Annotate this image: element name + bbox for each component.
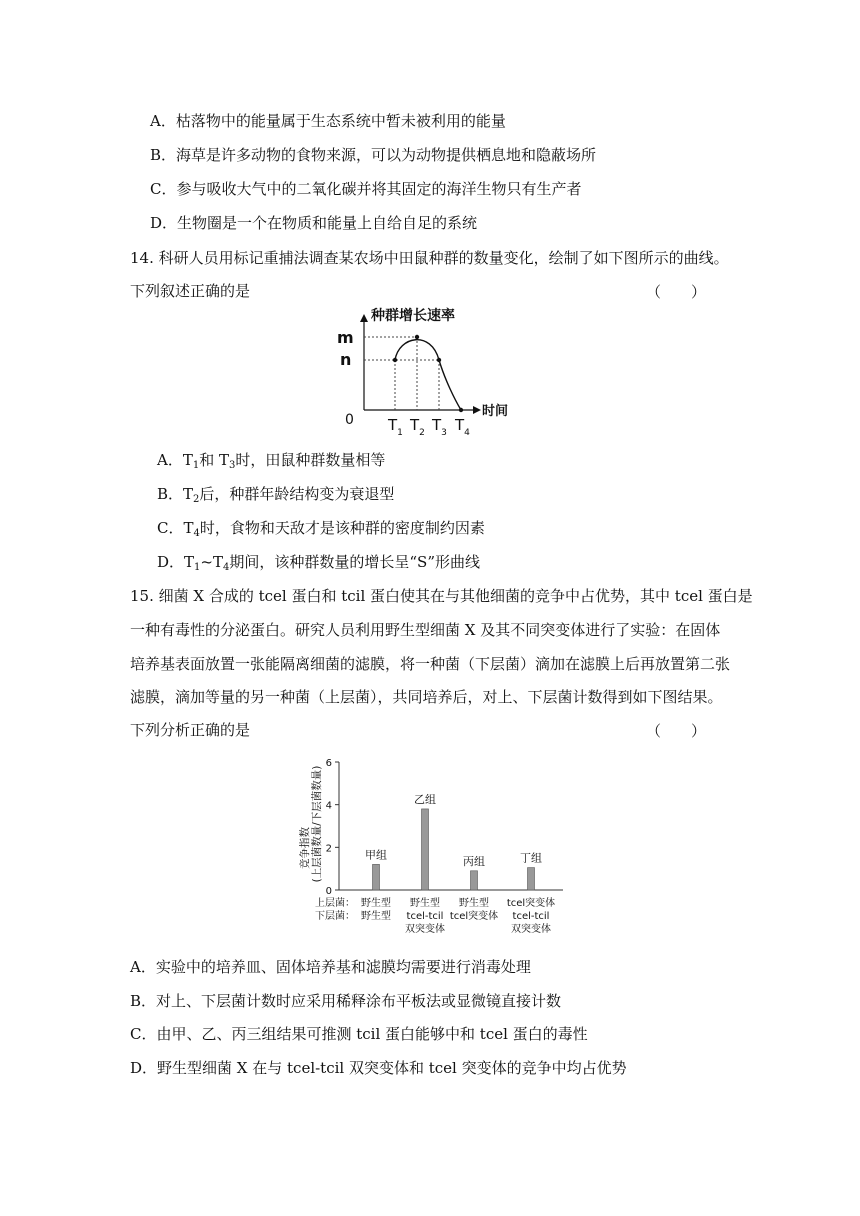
q14-option-d: D．$T_1\sim T_4$期间，该种群数量的增长呈“S”形曲线 [157, 553, 480, 573]
q15-lower-strain-2-line-1: tcel-tcil [406, 911, 444, 922]
q13-option-b: B．海草是许多动物的食物来源，可以为动物提供栖息地和隐蔽场所 [150, 146, 597, 164]
q15-upper-strain-3: 野生型 [459, 898, 489, 909]
q15-option-d: D．野生型细菌 X 在与 tcel-tcil 双突变体和 tcel 突变体的竞争中均占优势 [130, 1059, 627, 1077]
q14-point-t2 [415, 335, 419, 339]
q14-option-b: B．$T_2$后，种群年龄结构变为衰退型 [157, 485, 395, 505]
q15-lower-strain-1-line-1: 野生型 [361, 911, 391, 922]
q15-y-tick-label: 0 [325, 886, 332, 897]
q14-answer-paren: （ ） [646, 283, 707, 301]
q15-lower-strain-4-line-1: tcel-tcil [512, 911, 550, 922]
q15-bar-3 [471, 871, 478, 890]
q15-chart-ylabel-2: (上层菌数量/下层菌数量) [311, 765, 323, 883]
q15-option-b: B．对上、下层菌计数时应采用稀释涂布平板法或显微镜直接计数 [130, 992, 562, 1010]
q14-point-t4 [459, 408, 463, 412]
q15-stem-line-1: 15. 细菌 X 合成的 tcel 蛋白和 tcil 蛋白使其在与其他细菌的竞争中占优势，其中 tcel 蛋白是 [130, 587, 753, 605]
q14-stem-line-1: 14. 科研人员用标记重捕法调查某农场中田鼠种群的数量变化，绘制了如下图所示的曲线。 [130, 249, 729, 267]
q15-upper-strain-2: 野生型 [410, 898, 440, 909]
q15-lower-strain-2-line-2: 双突变体 [405, 924, 445, 935]
q14-point-t3 [437, 358, 441, 362]
q14-tick-t3: $T_3$ [432, 416, 447, 438]
q14-growth-curve [395, 340, 461, 410]
q15-lower-strain-3-line-1: tcel突变体 [449, 911, 499, 922]
q14-point-t1 [393, 358, 397, 362]
q15-row-label-lower: 下层菌： [315, 911, 355, 922]
q15-answer-paren: （ ） [646, 722, 707, 740]
q13-option-c: C．参与吸收大气中的二氧化碳并将其固定的海洋生物只有生产者 [150, 180, 582, 198]
q15-y-tick-label: 2 [325, 843, 332, 855]
q14-n-label: n [340, 350, 352, 369]
q15-bar-4 [528, 868, 535, 890]
q15-bar-1 [373, 864, 380, 890]
q15-option-a: A．实验中的培养皿、固体培养基和滤膜均需要进行消毒处理 [130, 958, 531, 976]
q14-x-axis-arrow [473, 406, 481, 414]
q15-y-tick-label: 6 [325, 758, 332, 769]
q15-bar-label-1: 甲组 [365, 848, 387, 862]
q15-bar-label-4: 丁组 [520, 851, 542, 865]
q15-lower-strain-4-line-2: 双突变体 [511, 924, 551, 935]
q14-m-label: m [337, 328, 354, 347]
q14-tick-t2: $T_2$ [410, 416, 425, 438]
q14-growth-rate-figure [335, 300, 535, 445]
q15-bar-label-2: 乙组 [414, 792, 436, 806]
q14-stem-line-2: 下列叙述正确的是 [130, 282, 251, 300]
q14-tick-t1: $T_1$ [388, 416, 403, 438]
q14-option-c: C．$T_4$时，食物和天敌才是该种群的密度制约因素 [157, 519, 485, 539]
q13-option-a: A．枯落物中的能量属于生态系统中暂未被利用的能量 [150, 112, 506, 130]
q15-stem-line-5: 下列分析正确的是 [130, 721, 251, 739]
q15-stem-line-3: 培养基表面放置一张能隔离细菌的滤膜，将一种菌（下层菌）滴加在滤膜上后再放置第二张 [130, 655, 731, 673]
q15-upper-strain-1: 野生型 [361, 898, 391, 909]
q15-row-label-upper: 上层菌： [315, 898, 355, 909]
q15-stem-line-2: 一种有毒性的分泌蛋白。研究人员利用野生型细菌 X 及其不同突变体进行了实验：在固体 [130, 621, 721, 639]
q15-upper-strain-4: tcel突变体 [506, 898, 556, 909]
q15-y-tick-label: 4 [325, 800, 332, 812]
q13-option-d: D．生物圈是一个在物质和能量上自给自足的系统 [150, 214, 478, 232]
q15-bar-label-3: 丙组 [463, 854, 485, 868]
q15-stem-line-4: 滤膜，滴加等量的另一种菌（上层菌），共同培养后，对上、下层菌计数得到如下图结果。 [130, 688, 723, 706]
q14-figure-ylabel: 种群增长速率 [371, 308, 455, 324]
q14-option-a: A．$T_1$和 $T_3$时，田鼠种群数量相等 [157, 451, 386, 471]
q15-chart-ylabel-1: 竞争指数 [299, 827, 311, 869]
q14-origin-label: 0 [345, 412, 354, 428]
q14-figure-xlabel: 时间 [482, 404, 509, 419]
q15-option-c: C．由甲、乙、丙三组结果可推测 tcil 蛋白能够中和 tcel 蛋白的毒性 [130, 1025, 588, 1043]
q14-y-axis-arrow [360, 314, 368, 322]
q15-bar-2 [422, 809, 429, 890]
q15-competition-bar-chart [295, 752, 585, 947]
q14-tick-t4: $T_4$ [455, 416, 470, 438]
